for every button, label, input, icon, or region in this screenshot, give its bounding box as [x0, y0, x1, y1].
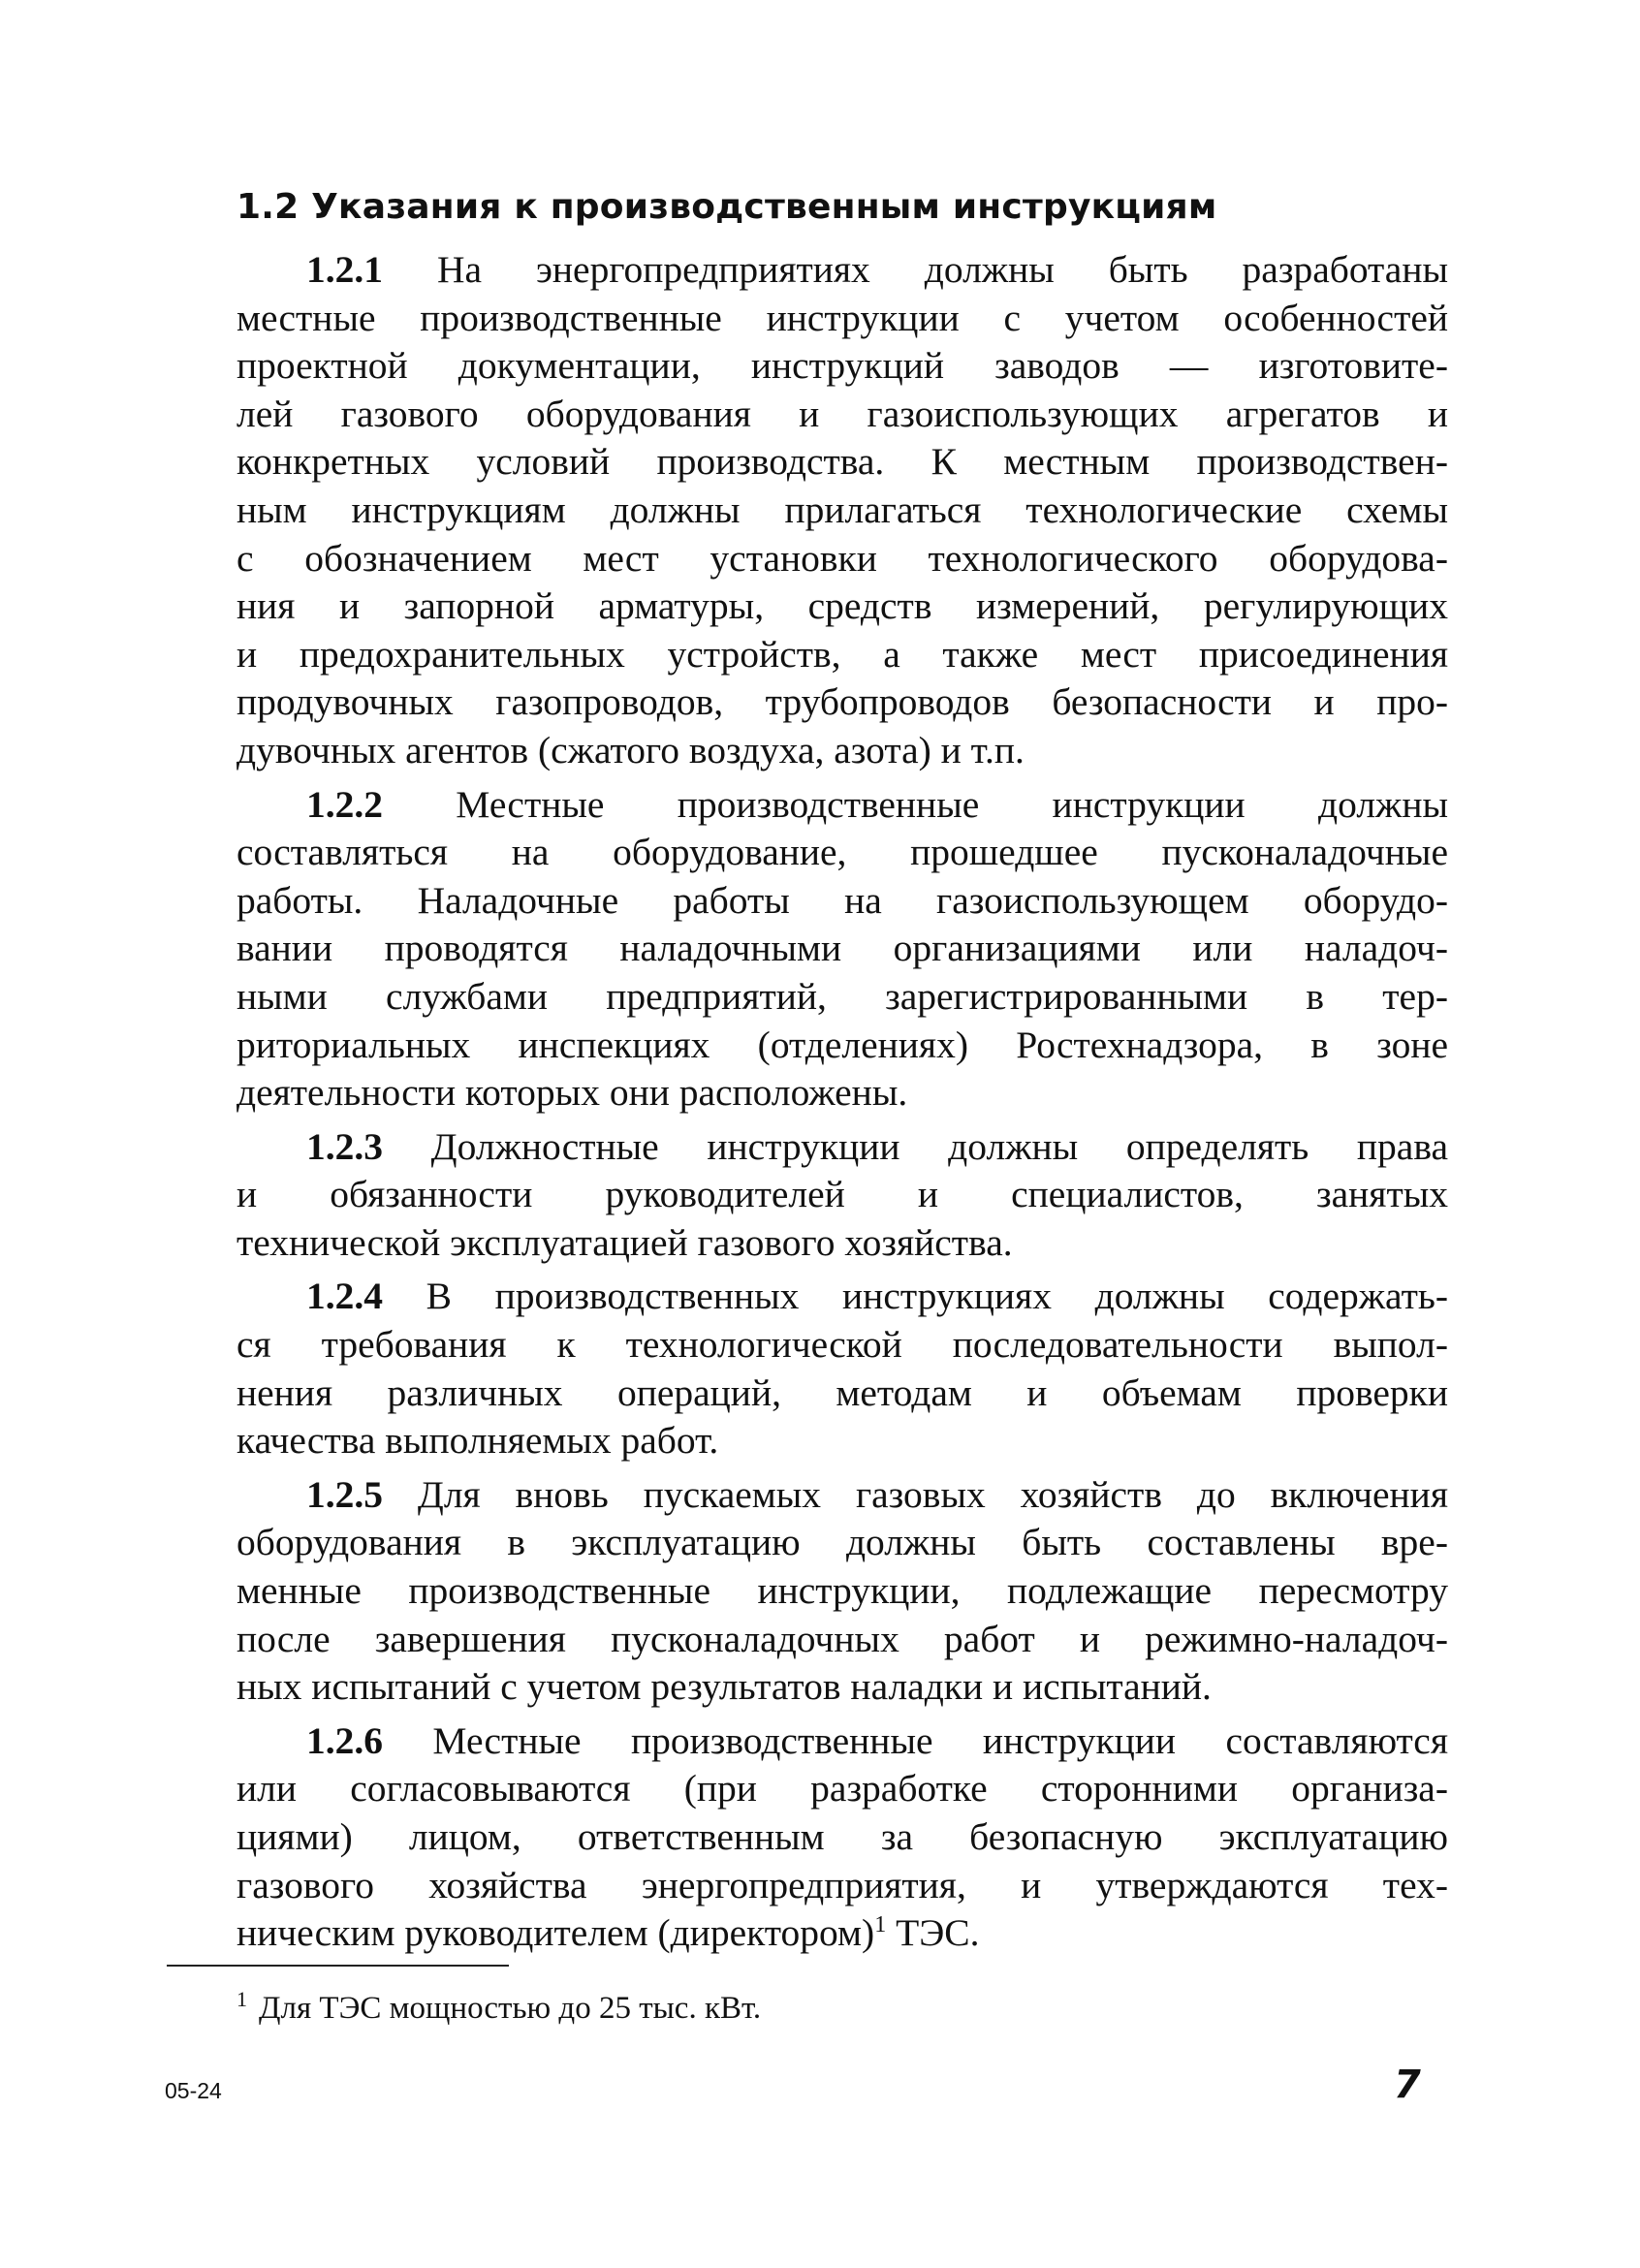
paragraph-line: вании проводятся наладочными организациями или наладоч- — [237, 927, 1448, 970]
paragraph-number: 1.2.2 — [306, 782, 383, 826]
paragraph-line: составляться на оборудование, прошедшее пусконаладочные — [237, 831, 1448, 874]
footnote-divider — [167, 1965, 509, 1967]
footnote — [237, 1987, 761, 2030]
print-code: 05-24 — [165, 2078, 222, 2103]
paragraph-line: 1.2.6 Местные производственные инструкции составляются — [306, 1718, 1449, 1762]
paragraph-line: после завершения пусконаладочных работ и режимно-наладоч- — [237, 1617, 1448, 1660]
paragraph-line: проектной документации, инструкций заводов — изготовите- — [237, 344, 1448, 388]
paragraph-line: дувочных агентов (сжатого воздуха, азота) и т.п. — [237, 728, 1025, 772]
paragraph-line: 1.2.3 Должностные инструкции должны определять права — [306, 1124, 1448, 1168]
paragraph-line: ных испытаний с учетом результатов наладки и испытаний. — [237, 1665, 1212, 1709]
paragraph-line: продувочных газопроводов, трубопроводов безопасности и про- — [237, 680, 1448, 724]
paragraph-1-2-3 — [167, 1123, 1448, 1268]
paragraph-line: с обозначением мест установки технологического оборудова- — [237, 536, 1448, 580]
paragraph-1-2-1 — [167, 246, 1448, 775]
paragraph-line: 1.2.5 Для вновь пускаемых газовых хозяйств до включения — [306, 1472, 1448, 1516]
paragraph-line: ническим руководителем (директором)$^1$ ТЭС. — [237, 1911, 980, 1955]
paragraph-line: местные производственные инструкции с учетом особенностей — [237, 296, 1448, 339]
paragraph-line: менные производственные инструкции, подлежащие пересмотру — [237, 1569, 1448, 1613]
paragraph-line: ным инструкциям должны прилагаться технологические схемы — [237, 488, 1448, 531]
paragraph-line: технической эксплуатацией газового хозяйства. — [237, 1220, 1013, 1264]
paragraph-line: конкретных условий производства. К местным производствен- — [237, 440, 1448, 484]
paragraph-1-2-4 — [167, 1273, 1448, 1465]
paragraph-line: оборудования в эксплуатацию должны быть составлены вре- — [237, 1521, 1448, 1564]
paragraph-1-2-6 — [167, 1717, 1448, 1958]
paragraph-line: качества выполняемых работ. — [237, 1419, 719, 1463]
paragraph-line: или согласовываются (при разработке сторонними организа- — [237, 1767, 1448, 1811]
paragraph-line: лей газового оборудования и газоиспользующих агрегатов и — [237, 392, 1448, 435]
paragraph-line: 1.2.1 На энергопредприятиях должны быть разработаны — [306, 248, 1449, 291]
paragraph-line: газового хозяйства энергопредприятия, и утверждаются тех- — [237, 1863, 1448, 1906]
paragraph-line: ния и запорной арматуры, средств измерений, регулирующих — [237, 584, 1448, 628]
footnote-text: Для ТЭС мощностью до 25 тыс. кВт. — [259, 1991, 762, 2026]
paragraph-line: работы. Наладочные работы на газоиспользующем оборудо- — [237, 878, 1448, 922]
paragraph-number: 1.2.4 — [306, 1275, 383, 1318]
paragraph-number: 1.2.3 — [306, 1124, 383, 1168]
paragraph-line: циями) лицом, ответственным за безопасную эксплуатацию — [237, 1815, 1448, 1858]
body-text — [167, 246, 1448, 1958]
page-number: 7 — [1394, 2063, 1421, 2107]
footnote-mark: 1 — [237, 1987, 247, 2011]
paragraph-1-2-2 — [167, 781, 1448, 1118]
paragraph-number: 1.2.1 — [306, 248, 383, 291]
paragraph-line: нения различных операций, методам и объемам проверки — [237, 1370, 1448, 1414]
paragraph-number: 1.2.6 — [306, 1718, 383, 1762]
section-title: 1.2 Указания к производственным инструкциям — [237, 187, 1217, 227]
paragraph-line: и обязанности руководителей и специалистов, занятых — [237, 1173, 1448, 1216]
paragraph-line: ся требования к технологической последовательности выпол- — [237, 1323, 1448, 1367]
paragraph-line: и предохранительных устройств, а также мест присоединения — [237, 632, 1448, 676]
paragraph-line: деятельности которых они расположены. — [237, 1071, 908, 1115]
paragraph-line: риториальных инспекциях (отделениях) Ростехнадзора, в зоне — [237, 1023, 1448, 1066]
paragraph-1-2-5 — [167, 1471, 1448, 1712]
paragraph-number: 1.2.5 — [306, 1472, 383, 1516]
paragraph-line: ными службами предприятий, зарегистрированными в тер- — [237, 974, 1448, 1018]
paragraph-line: 1.2.4 В производственных инструкциях должны содержать- — [306, 1275, 1448, 1318]
footnote-reference: 1 — [874, 1912, 887, 1938]
paragraph-line: 1.2.2 Местные производственные инструкции должны — [306, 782, 1448, 826]
